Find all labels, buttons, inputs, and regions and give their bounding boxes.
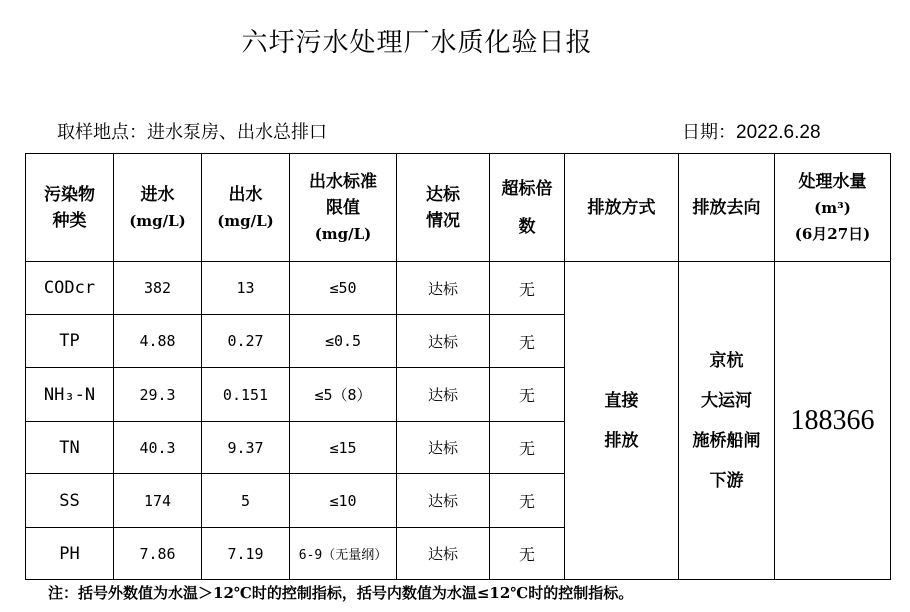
effluent-cell: 9.37 bbox=[202, 422, 290, 474]
header-limit-unit: (mg/L) bbox=[314, 224, 372, 243]
status-cell: 达标 bbox=[397, 422, 490, 474]
discharge-mode-cell bbox=[565, 262, 679, 580]
influent-cell: 7.86 bbox=[114, 528, 202, 580]
pollutant-cell: SS bbox=[26, 474, 114, 528]
limit-cell: ≤5（8） bbox=[290, 368, 397, 422]
limit-cell: ≤50 bbox=[290, 262, 397, 315]
header-influent-unit: (mg/L) bbox=[129, 211, 186, 230]
discharge-dest-line: 京杭 bbox=[709, 350, 744, 371]
influent-cell: 174 bbox=[114, 474, 202, 528]
date-value: 2022.6.28 bbox=[736, 122, 821, 143]
header-exceed bbox=[490, 154, 565, 262]
influent-cell: 4.88 bbox=[114, 315, 202, 368]
status-cell: 达标 bbox=[397, 528, 490, 580]
header-row bbox=[26, 154, 891, 262]
header-status-line2: 情况 bbox=[426, 210, 460, 231]
influent-cell: 40.3 bbox=[114, 422, 202, 474]
water-quality-table bbox=[25, 153, 891, 580]
exceed-cell: 无 bbox=[490, 422, 565, 474]
header-exceed-line1: 超标倍 bbox=[501, 178, 553, 199]
header-discharge-dest: 排放去向 bbox=[679, 154, 775, 262]
status-cell: 达标 bbox=[397, 368, 490, 422]
header-volume bbox=[775, 154, 891, 262]
header-volume-line1: 处理水量 bbox=[798, 171, 867, 192]
header-exceed-line2: 数 bbox=[518, 216, 536, 237]
pollutant-cell: TN bbox=[26, 422, 114, 474]
exceed-cell: 无 bbox=[490, 528, 565, 580]
pollutant-cell: PH bbox=[26, 528, 114, 580]
influent-cell: 29.3 bbox=[114, 368, 202, 422]
pollutant-cell: TP bbox=[26, 315, 114, 368]
pollutant-cell: NH₃-N bbox=[26, 368, 114, 422]
header-effluent-unit: (mg/L) bbox=[217, 211, 274, 230]
header-effluent bbox=[202, 154, 290, 262]
effluent-cell: 13 bbox=[202, 262, 290, 315]
limit-cell: ≤15 bbox=[290, 422, 397, 474]
footnote: 注：括号外数值为水温＞12℃时的控制指标，括号内数值为水温≤12℃时的控制指标。 bbox=[48, 584, 634, 602]
report-title: 六圩污水处理厂水质化验日报 bbox=[241, 28, 593, 58]
header-limit bbox=[290, 154, 397, 262]
status-cell: 达标 bbox=[397, 315, 490, 368]
header-effluent-line1: 出水 bbox=[228, 184, 263, 205]
discharge-mode-line: 排放 bbox=[604, 430, 639, 451]
header-limit-line1: 出水标准 bbox=[309, 171, 377, 192]
status-cell: 达标 bbox=[397, 474, 490, 528]
effluent-cell: 0.151 bbox=[202, 368, 290, 422]
table-row bbox=[26, 262, 891, 315]
discharge-dest-cell bbox=[679, 262, 775, 580]
sampling-location: 取样地点：进水泵房、出水总排口 bbox=[57, 122, 327, 143]
effluent-cell: 5 bbox=[202, 474, 290, 528]
discharge-mode-line: 直接 bbox=[604, 390, 639, 411]
discharge-dest-line: 施桥船闸 bbox=[692, 430, 761, 451]
header-discharge-mode: 排放方式 bbox=[565, 154, 679, 262]
header-influent bbox=[114, 154, 202, 262]
header-influent-line1: 进水 bbox=[140, 184, 175, 205]
limit-cell: ≤10 bbox=[290, 474, 397, 528]
treated-volume-value: 188366 bbox=[775, 262, 891, 580]
limit-cell: 6-9（无量纲） bbox=[290, 528, 397, 580]
header-status-line1: 达标 bbox=[426, 184, 460, 205]
exceed-cell: 无 bbox=[490, 474, 565, 528]
influent-cell: 382 bbox=[114, 262, 202, 315]
header-pollutant-line2: 种类 bbox=[52, 210, 87, 231]
effluent-cell: 0.27 bbox=[202, 315, 290, 368]
limit-cell: ≤0.5 bbox=[290, 315, 397, 368]
exceed-cell: 无 bbox=[490, 368, 565, 422]
discharge-dest-line: 下游 bbox=[709, 470, 744, 491]
date-label: 日期： bbox=[682, 122, 736, 143]
exceed-cell: 无 bbox=[490, 315, 565, 368]
header-volume-unit: (m³) bbox=[814, 198, 851, 217]
status-cell: 达标 bbox=[397, 262, 490, 315]
report-date bbox=[682, 118, 821, 144]
exceed-cell: 无 bbox=[490, 262, 565, 315]
header-limit-line2: 限值 bbox=[326, 197, 360, 218]
header-volume-date: (6月27日) bbox=[794, 224, 871, 243]
header-pollutant-line1: 污染物 bbox=[44, 184, 95, 205]
header-pollutant bbox=[26, 154, 114, 262]
effluent-cell: 7.19 bbox=[202, 528, 290, 580]
header-status bbox=[397, 154, 490, 262]
discharge-dest-line: 大运河 bbox=[701, 390, 752, 411]
pollutant-cell: CODcr bbox=[26, 262, 114, 315]
